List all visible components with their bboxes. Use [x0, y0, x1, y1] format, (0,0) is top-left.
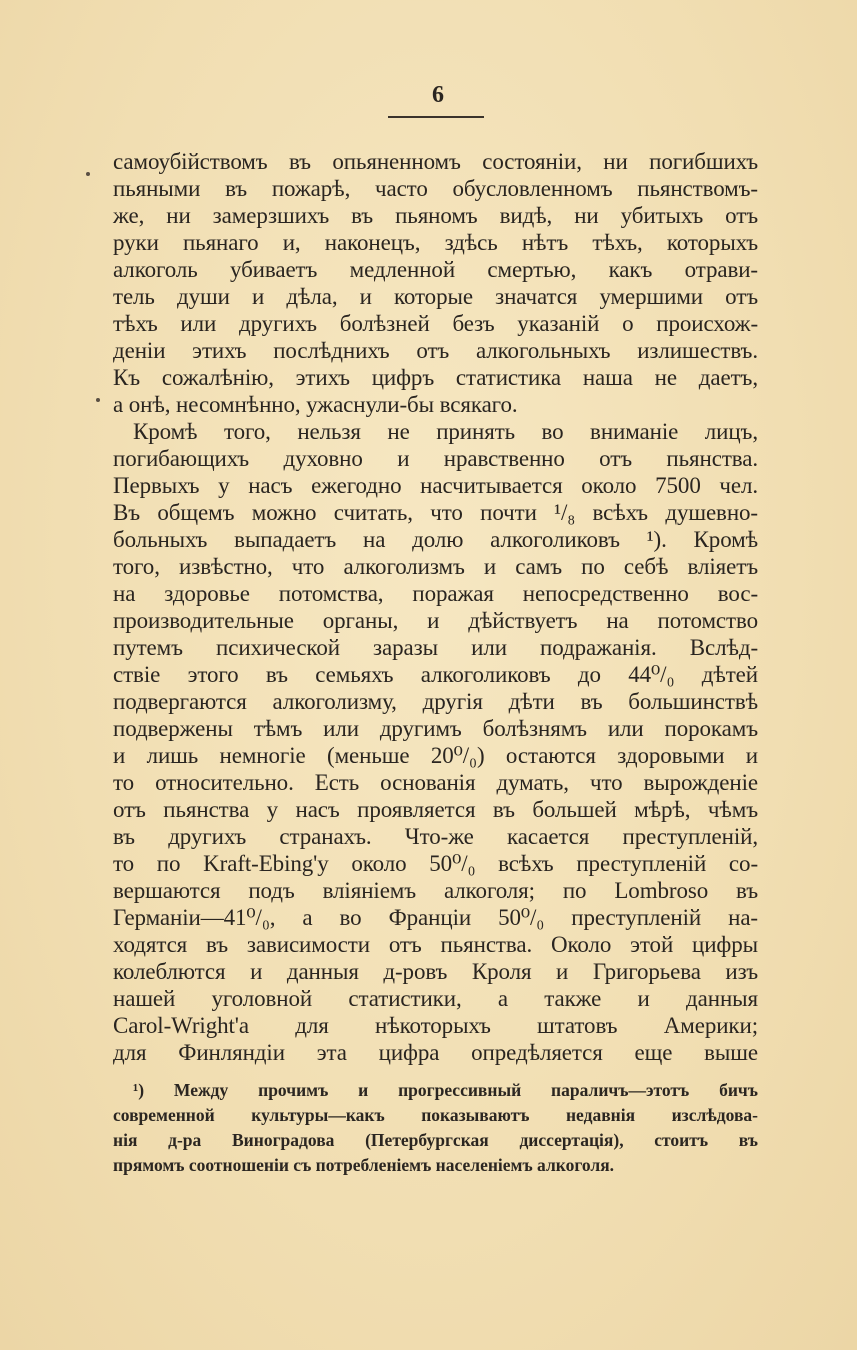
text-line: руки пьянаго и, наконецъ, здѣсь нѣтъ тѣхъ, которыхъ [113, 230, 758, 255]
ink-speck [96, 398, 100, 402]
footnote-line: нія д-ра Виноградова (Петербургская диссертація), стоитъ въ [113, 1130, 758, 1150]
text-line: погибающихъ духовно и нравственно отъ пьянства. [113, 446, 758, 471]
text-line: для Финляндіи эта цифра опредѣляется еще выше [113, 1040, 758, 1065]
text-line: и лишь немногіе (меньше 20⁰/₀) остаются здоровыми и [113, 743, 758, 768]
text-line: въ другихъ странахъ. Что-же касается преступленій, [113, 824, 758, 849]
text-line: тель души и дѣла, и которые значатся умершими отъ [113, 284, 758, 309]
text-line: деніи этихъ послѣднихъ отъ алкогольныхъ излишествъ. [113, 338, 758, 363]
text-line: Германіи—41⁰/₀, а во Франціи 50⁰/₀ преступленій на- [113, 905, 758, 930]
ink-speck [86, 172, 90, 176]
text-line: подвержены тѣмъ или другимъ болѣзнямъ или порокамъ [113, 716, 758, 741]
text-line: то по Kraft-Ebing'у около 50⁰/₀ всѣхъ преступленій со- [113, 851, 758, 876]
text-line: алкоголь убиваетъ медленной смертью, какъ отрави- [113, 257, 758, 282]
text-line: ходятся въ зависимости отъ пьянства. Около этой цифры [113, 932, 758, 957]
text-line: пьяными въ пожарѣ, часто обусловленномъ пьянствомъ- [113, 176, 758, 201]
text-line: Кромѣ того, нельзя не принять во вниманіе лицъ, [133, 419, 758, 444]
text-line: Въ общемъ можно считать, что почти ¹/₈ всѣхъ душевно- [113, 500, 758, 525]
text-line: путемъ психической заразы или подражанія. Вслѣд- [113, 635, 758, 660]
footnote [113, 1078, 758, 1178]
text-line: Къ сожалѣнію, этихъ цифръ статистика наша не даетъ, [113, 365, 758, 390]
text-line: больныхъ выпадаетъ на долю алкоголиковъ ¹). Кромѣ [113, 527, 758, 552]
text-line: того, извѣстно, что алкоголизмъ и самъ по себѣ вліяетъ [113, 554, 758, 579]
text-line: вершаются подъ вліяніемъ алкоголя; по Lombroso въ [113, 878, 758, 903]
text-line: на здоровье потомства, поражая непосредственно вос- [113, 581, 758, 606]
text-line: колеблются и данныя д-ровъ Кроля и Григорьева изъ [113, 959, 758, 984]
text-line: же, ни замерзшихъ въ пьяномъ видѣ, ни убитыхъ отъ [113, 203, 758, 228]
text-line: тѣхъ или другихъ болѣзней безъ указаній о происхож- [113, 311, 758, 336]
text-line: а онѣ, несомнѣнно, ужаснули-бы всякаго. [113, 392, 518, 417]
footnote-line: прямомъ соотношеніи съ потребленіемъ населеніемъ алкоголя. [113, 1155, 615, 1175]
footnote-line: ¹) Между прочимъ и прогрессивный параличъ—этотъ бичъ [133, 1080, 758, 1100]
text-line: ствіе этого въ семьяхъ алкоголиковъ до 44⁰/₀ дѣтей [113, 662, 758, 687]
text-line: Первыхъ у насъ ежегодно насчитывается около 7500 чел. [113, 473, 758, 498]
text-line: нашей уголовной статистики, а также и данныя [113, 986, 758, 1011]
text-line: подвергаются алкоголизму, другія дѣти въ большинствѣ [113, 689, 758, 714]
header-rule [388, 116, 484, 118]
footnote-line: современной культуры—какъ показываютъ недавнія изслѣдова- [113, 1105, 758, 1125]
text-line: Carol-Wright'а для нѣкоторыхъ штатовъ Америки; [113, 1013, 758, 1038]
body-text [113, 148, 758, 1066]
text-line: то относительно. Есть основанія думать, что вырожденіе [113, 770, 758, 795]
page-number: 6 [432, 82, 444, 108]
text-line: производительные органы, и дѣйствуетъ на потомство [113, 608, 758, 633]
text-line: самоубійствомъ въ опьяненномъ состояніи, ни погибшихъ [113, 149, 758, 174]
text-line: отъ пьянства у насъ проявляется въ большей мѣрѣ, чѣмъ [113, 797, 758, 822]
